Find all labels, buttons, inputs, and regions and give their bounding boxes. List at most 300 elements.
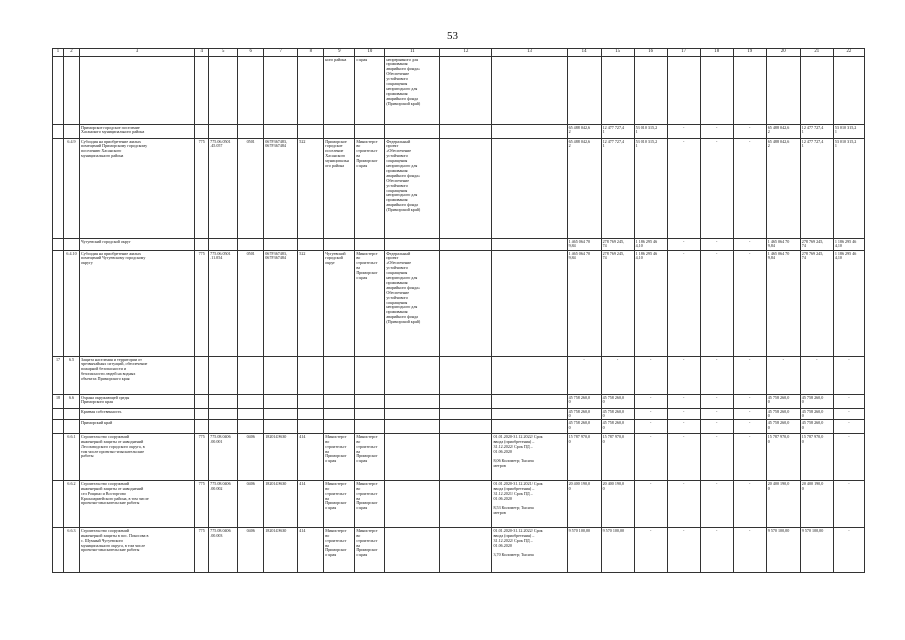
table-cell bbox=[298, 434, 324, 481]
cell-text bbox=[603, 58, 633, 63]
cell-text: 20 400 190,0 bbox=[767, 480, 790, 486]
cell-text: 15 787 970,0 bbox=[801, 433, 824, 439]
table-cell bbox=[766, 420, 800, 434]
cell-text: аварийного фонда» bbox=[386, 172, 421, 178]
column-number-17: 17 bbox=[667, 49, 700, 57]
table-cell bbox=[64, 125, 80, 139]
table-cell bbox=[298, 481, 324, 528]
table-cell bbox=[385, 239, 440, 251]
cell-text: 067F367483, bbox=[265, 138, 287, 144]
cell-text: Охрана окружающей среды bbox=[81, 394, 130, 400]
cell-text: аварийного фонда bbox=[386, 95, 418, 101]
table-cell bbox=[440, 239, 492, 251]
table-cell bbox=[667, 57, 700, 125]
table-cell bbox=[800, 139, 833, 239]
cell-text: о края bbox=[325, 458, 337, 464]
cell-text: - bbox=[848, 394, 850, 400]
table-cell bbox=[264, 409, 298, 420]
cell-text: Министерст bbox=[325, 433, 347, 439]
cell-text: 74 bbox=[602, 255, 607, 261]
table-cell bbox=[355, 409, 385, 420]
cell-text: во bbox=[356, 485, 361, 491]
cell-text bbox=[441, 435, 490, 440]
column-number-14: 14 bbox=[567, 49, 601, 57]
cell-text: 1 bbox=[801, 143, 804, 149]
cell-text: Чугуевский городской округ bbox=[81, 238, 131, 244]
table-row bbox=[53, 481, 865, 528]
cell-text: Субсидия на приобретение жилых bbox=[81, 250, 142, 256]
table-cell bbox=[195, 528, 209, 573]
table-cell bbox=[355, 420, 385, 434]
table-cell bbox=[264, 125, 298, 139]
table-cell bbox=[264, 57, 298, 125]
cell-text: 0501 bbox=[246, 250, 255, 256]
cell-text bbox=[65, 421, 78, 426]
column-number-3: 3 bbox=[80, 49, 195, 57]
table-cell bbox=[492, 395, 567, 409]
table-row bbox=[53, 528, 865, 573]
table-cell bbox=[567, 409, 601, 420]
table-cell bbox=[324, 409, 355, 420]
table-cell bbox=[766, 528, 800, 573]
table-cell bbox=[700, 357, 733, 395]
table-cell bbox=[492, 125, 567, 139]
cell-text: 9,84 bbox=[568, 243, 576, 249]
cell-text: Приморского края bbox=[81, 399, 113, 405]
cell-text: о края bbox=[325, 552, 337, 558]
table-cell bbox=[800, 481, 833, 528]
cell-text bbox=[299, 58, 322, 63]
table-cell bbox=[195, 357, 209, 395]
table-cell bbox=[298, 357, 324, 395]
cell-text: Министерст bbox=[325, 527, 347, 533]
cell-text bbox=[386, 435, 438, 440]
cell-text: 067F367484 bbox=[265, 255, 286, 261]
cell-text: Приморског bbox=[325, 547, 347, 553]
cell-text: ва bbox=[325, 448, 329, 454]
cell-text: проживания bbox=[386, 309, 408, 315]
cell-text: 45 758 260,0 bbox=[801, 408, 824, 414]
cell-text: устойчивого bbox=[386, 265, 409, 271]
table-cell bbox=[733, 57, 766, 125]
table-cell bbox=[492, 139, 567, 239]
cell-text bbox=[835, 58, 863, 63]
table-cell bbox=[733, 528, 766, 573]
table-cell bbox=[209, 481, 238, 528]
cell-text: 0 bbox=[767, 438, 770, 444]
table-cell bbox=[667, 125, 700, 139]
cell-text: метров bbox=[493, 463, 506, 469]
column-number-22: 22 bbox=[833, 49, 864, 57]
cell-text: 6.6.1 bbox=[67, 433, 76, 439]
table-cell bbox=[634, 434, 667, 481]
table-cell bbox=[195, 420, 209, 434]
cell-text bbox=[196, 421, 207, 426]
cell-text: непригодного для bbox=[386, 163, 418, 169]
cell-text: .45.057 bbox=[210, 143, 223, 149]
cell-text: проектно-изыскательские работы bbox=[81, 500, 140, 506]
table-cell bbox=[64, 528, 80, 573]
cell-text: 6.5 bbox=[68, 356, 75, 362]
cell-text bbox=[239, 421, 262, 426]
cell-text: - bbox=[749, 527, 751, 533]
table-cell bbox=[264, 481, 298, 528]
cell-text bbox=[299, 421, 322, 426]
cell-text: 775.08.0406 bbox=[210, 527, 231, 533]
cell-text: - bbox=[716, 394, 718, 400]
cell-text: Обеспечение bbox=[386, 177, 410, 183]
cell-text: ва bbox=[356, 265, 361, 271]
cell-text: непригодного для bbox=[386, 304, 418, 310]
cell-text: 15 787 970,0 bbox=[767, 433, 790, 439]
cell-text: 1 bbox=[602, 129, 605, 135]
cell-text: - bbox=[649, 433, 652, 439]
cell-text: 74 bbox=[602, 243, 607, 249]
cell-text: - bbox=[716, 124, 718, 130]
cell-text: 53 010 315,2 bbox=[635, 124, 658, 130]
cell-text: чрезвычайных ситуаций, обеспечение bbox=[81, 361, 148, 367]
table-cell bbox=[567, 528, 601, 573]
cell-text: - bbox=[782, 356, 784, 362]
cell-text: 45 758 260,0 bbox=[767, 394, 790, 400]
cell-text bbox=[210, 358, 236, 363]
cell-text: Хасанского муниципального района bbox=[81, 129, 145, 135]
cell-text: 6.4.10 bbox=[66, 250, 77, 256]
table-cell bbox=[264, 420, 298, 434]
cell-text: Защита населения и территории от bbox=[81, 356, 142, 362]
cell-text: 15 787 970,0 bbox=[602, 433, 625, 439]
cell-text: во bbox=[356, 255, 361, 261]
table-cell bbox=[601, 434, 634, 481]
cell-text: 0 bbox=[801, 485, 804, 491]
cell-text: строительст bbox=[325, 537, 347, 543]
table-cell bbox=[53, 251, 64, 357]
cell-text: - bbox=[716, 138, 718, 144]
table-cell bbox=[634, 57, 667, 125]
cell-text: 067F367484 bbox=[265, 143, 286, 149]
cell-text bbox=[669, 58, 699, 63]
table-cell bbox=[80, 528, 195, 573]
table-cell bbox=[833, 395, 864, 409]
table-cell bbox=[80, 239, 195, 251]
table-cell bbox=[324, 420, 355, 434]
cell-text bbox=[54, 435, 62, 440]
cell-text bbox=[299, 240, 322, 245]
cell-text: 01.06.2020 bbox=[493, 542, 512, 548]
table-cell bbox=[324, 357, 355, 395]
cell-text: - bbox=[749, 480, 751, 486]
table-cell bbox=[64, 57, 80, 125]
table-cell bbox=[209, 357, 238, 395]
table-cell bbox=[634, 357, 667, 395]
cell-text: 9,84 bbox=[568, 255, 576, 261]
table-cell bbox=[766, 125, 800, 139]
column-number-7: 7 bbox=[264, 49, 298, 57]
cell-text bbox=[54, 482, 62, 487]
table-cell bbox=[733, 239, 766, 251]
cell-text: Приморског bbox=[325, 453, 347, 459]
table-cell bbox=[264, 139, 298, 239]
table-cell bbox=[298, 409, 324, 420]
table-row bbox=[53, 434, 865, 481]
cell-text: - bbox=[616, 356, 619, 362]
cell-text bbox=[210, 410, 236, 415]
cell-text: 45 758 260,0 bbox=[602, 408, 625, 414]
cell-text: 1 186 295 46 bbox=[635, 238, 658, 244]
cell-text: ва bbox=[356, 542, 361, 548]
cell-text: 65 488 042,6 bbox=[568, 138, 591, 144]
cell-text: - bbox=[848, 433, 850, 439]
cell-text bbox=[239, 410, 262, 415]
cell-text: - bbox=[749, 419, 751, 425]
cell-text: о края bbox=[356, 163, 368, 169]
cell-text: - bbox=[649, 480, 652, 486]
table-cell bbox=[567, 239, 601, 251]
table-cell bbox=[800, 434, 833, 481]
table-cell bbox=[667, 434, 700, 481]
table-cell bbox=[440, 420, 492, 434]
cell-text: строительст bbox=[356, 260, 378, 266]
cell-text: Красноармейского района, в том числе bbox=[81, 495, 149, 501]
cell-text: 775 bbox=[198, 527, 205, 533]
table-cell bbox=[80, 395, 195, 409]
table-cell bbox=[80, 125, 195, 139]
table-cell bbox=[634, 139, 667, 239]
table-cell bbox=[766, 239, 800, 251]
cell-text bbox=[768, 58, 799, 63]
cell-text: помещений Чугуевскому городскому bbox=[81, 255, 146, 261]
table-cell bbox=[53, 481, 64, 528]
cell-text: 0406 bbox=[246, 433, 255, 439]
table-cell bbox=[264, 357, 298, 395]
cell-text bbox=[493, 140, 565, 145]
table-cell bbox=[492, 239, 567, 251]
cell-text: 31.12.2021/ Срок ПД – bbox=[493, 490, 533, 496]
table-cell bbox=[492, 251, 567, 357]
cell-text: .00.002 bbox=[210, 485, 223, 491]
cell-text: непрерывного для bbox=[386, 56, 419, 62]
cell-text: 01.06.2020 bbox=[493, 495, 512, 501]
cell-text: помещений Приморскому городскому bbox=[81, 143, 148, 149]
cell-text: строительст bbox=[325, 443, 347, 449]
table-cell bbox=[440, 139, 492, 239]
table-cell bbox=[766, 251, 800, 357]
cell-text: строительст bbox=[356, 443, 378, 449]
cell-text: 182014Э630 bbox=[265, 480, 287, 486]
cell-text: Приморског bbox=[356, 158, 378, 164]
cell-text: 0 bbox=[767, 399, 770, 405]
cell-text: проживания bbox=[386, 61, 408, 67]
table-cell bbox=[355, 395, 385, 409]
table-cell bbox=[766, 481, 800, 528]
cell-text: округу bbox=[81, 260, 93, 266]
cell-text: непригодного для bbox=[386, 192, 418, 198]
table-cell bbox=[355, 434, 385, 481]
cell-text: Федеральный bbox=[386, 138, 411, 144]
table-cell bbox=[700, 434, 733, 481]
cell-text: поселение bbox=[325, 148, 344, 154]
cell-text: - bbox=[649, 527, 652, 533]
table-cell bbox=[567, 139, 601, 239]
table-cell bbox=[700, 239, 733, 251]
cell-text bbox=[441, 58, 490, 63]
table-cell bbox=[567, 481, 601, 528]
cell-text: округ bbox=[325, 260, 336, 266]
table-cell bbox=[53, 409, 64, 420]
cell-text: 0 bbox=[602, 424, 605, 430]
cell-text bbox=[196, 240, 207, 245]
table-cell bbox=[667, 139, 700, 239]
cell-text: 0 bbox=[767, 424, 770, 430]
table-row bbox=[53, 239, 865, 251]
table-cell bbox=[195, 409, 209, 420]
table-cell bbox=[492, 420, 567, 434]
cell-text: 8,06 Километр; Тысяча bbox=[493, 458, 534, 464]
cell-text: 0 bbox=[767, 413, 770, 419]
cell-text: 278 769 245, bbox=[602, 250, 625, 256]
cell-text bbox=[65, 410, 78, 415]
table-cell bbox=[800, 251, 833, 357]
cell-text bbox=[54, 252, 62, 257]
table-cell bbox=[264, 434, 298, 481]
cell-text bbox=[299, 410, 322, 415]
cell-text: 775 bbox=[198, 250, 205, 256]
cell-text: 18 bbox=[55, 394, 61, 400]
cell-text: аварийного фонда» bbox=[386, 66, 421, 72]
cell-text: 1 bbox=[834, 129, 837, 135]
cell-text: (Приморский край) bbox=[386, 100, 421, 106]
table-cell bbox=[298, 57, 324, 125]
table-cell bbox=[209, 251, 238, 357]
cell-text bbox=[265, 396, 296, 401]
table-cell bbox=[800, 125, 833, 139]
cell-text: - bbox=[749, 408, 751, 414]
cell-text: - bbox=[682, 250, 685, 256]
cell-text bbox=[493, 58, 565, 63]
cell-text: 0 bbox=[568, 485, 571, 491]
table-cell bbox=[64, 481, 80, 528]
cell-text bbox=[735, 58, 765, 63]
column-number-5: 5 bbox=[209, 49, 238, 57]
cell-text: Министерст bbox=[325, 480, 347, 486]
cell-text: - bbox=[749, 394, 751, 400]
cell-text: Строительство сооружений bbox=[81, 480, 129, 486]
cell-text bbox=[441, 421, 490, 426]
table-cell bbox=[440, 481, 492, 528]
table-cell bbox=[667, 357, 700, 395]
table-cell bbox=[385, 57, 440, 125]
cell-text: - bbox=[749, 124, 751, 130]
cell-text: Приморског bbox=[325, 500, 347, 506]
cell-text: - bbox=[816, 356, 818, 362]
cell-text: инженерной защиты от наводнений bbox=[81, 438, 144, 444]
cell-text bbox=[441, 529, 490, 534]
table-cell bbox=[667, 251, 700, 357]
table-cell bbox=[209, 139, 238, 239]
cell-text bbox=[493, 396, 565, 401]
table-cell bbox=[298, 139, 324, 239]
cell-text: сокращения bbox=[386, 187, 408, 193]
cell-text bbox=[81, 58, 193, 63]
cell-text bbox=[196, 410, 207, 415]
cell-text: Приморског bbox=[356, 500, 378, 506]
cell-text: строительст bbox=[356, 490, 378, 496]
table-cell bbox=[634, 481, 667, 528]
table-cell bbox=[355, 125, 385, 139]
cell-text bbox=[265, 358, 296, 363]
cell-text: 9 570 100,00 bbox=[568, 527, 591, 533]
table-cell bbox=[238, 434, 264, 481]
cell-text: 45 758 260,0 bbox=[602, 419, 625, 425]
cell-text: 45 758 260,0 bbox=[767, 408, 790, 414]
table-cell bbox=[567, 57, 601, 125]
table-cell bbox=[209, 528, 238, 573]
cell-text: 74 bbox=[801, 243, 806, 249]
table-cell bbox=[324, 434, 355, 481]
table-cell bbox=[733, 251, 766, 357]
table-cell bbox=[833, 481, 864, 528]
cell-text: во bbox=[325, 532, 330, 538]
cell-text: 20 400 190,0 bbox=[801, 480, 824, 486]
cell-text: 1 bbox=[635, 143, 638, 149]
table-cell bbox=[667, 395, 700, 409]
table-cell bbox=[64, 420, 80, 434]
table-cell bbox=[492, 481, 567, 528]
cell-text: 2 bbox=[767, 143, 770, 149]
cell-text: 775.06.0501 bbox=[210, 250, 231, 256]
cell-text: безопасности людей на водных bbox=[81, 371, 136, 377]
cell-text bbox=[441, 482, 490, 487]
cell-text bbox=[386, 529, 438, 534]
cell-text: проект bbox=[386, 143, 399, 149]
table-row bbox=[53, 139, 865, 239]
cell-text: проживания bbox=[386, 279, 408, 285]
cell-text bbox=[54, 126, 62, 131]
table-cell bbox=[238, 409, 264, 420]
cell-text: 4,10 bbox=[635, 255, 643, 261]
cell-text: устойчивого bbox=[386, 294, 409, 300]
cell-text: - bbox=[749, 356, 751, 362]
cell-text: Строительство сооружений bbox=[81, 527, 129, 533]
cell-text: 45 758 260,0 bbox=[801, 419, 824, 425]
cell-text: строительст bbox=[356, 537, 378, 543]
table-cell bbox=[385, 139, 440, 239]
cell-text: Министерст bbox=[356, 527, 378, 533]
cell-text: во bbox=[356, 143, 361, 149]
cell-text: 1 186 295 46 bbox=[834, 238, 857, 244]
cell-text: - bbox=[649, 394, 652, 400]
table-cell bbox=[209, 239, 238, 251]
table-row bbox=[53, 57, 865, 125]
table-cell bbox=[238, 125, 264, 139]
cell-text: непригодного для bbox=[386, 85, 418, 91]
cell-text: 414 bbox=[299, 433, 306, 439]
cell-text bbox=[325, 396, 353, 401]
table-cell bbox=[80, 357, 195, 395]
cell-text: ввода (приобретения) – bbox=[493, 485, 535, 491]
cell-text: о края bbox=[356, 505, 368, 511]
cell-text: устойчивого bbox=[386, 182, 409, 188]
cell-text: 12 477 727,4 bbox=[801, 124, 824, 130]
cell-text: о края bbox=[356, 275, 368, 281]
cell-text bbox=[54, 240, 62, 245]
cell-text: Приморског bbox=[356, 453, 378, 459]
table-cell bbox=[53, 528, 64, 573]
cell-text bbox=[386, 482, 438, 487]
cell-text: во bbox=[325, 485, 330, 491]
table-cell bbox=[800, 528, 833, 573]
cell-text: 0 bbox=[568, 413, 571, 419]
